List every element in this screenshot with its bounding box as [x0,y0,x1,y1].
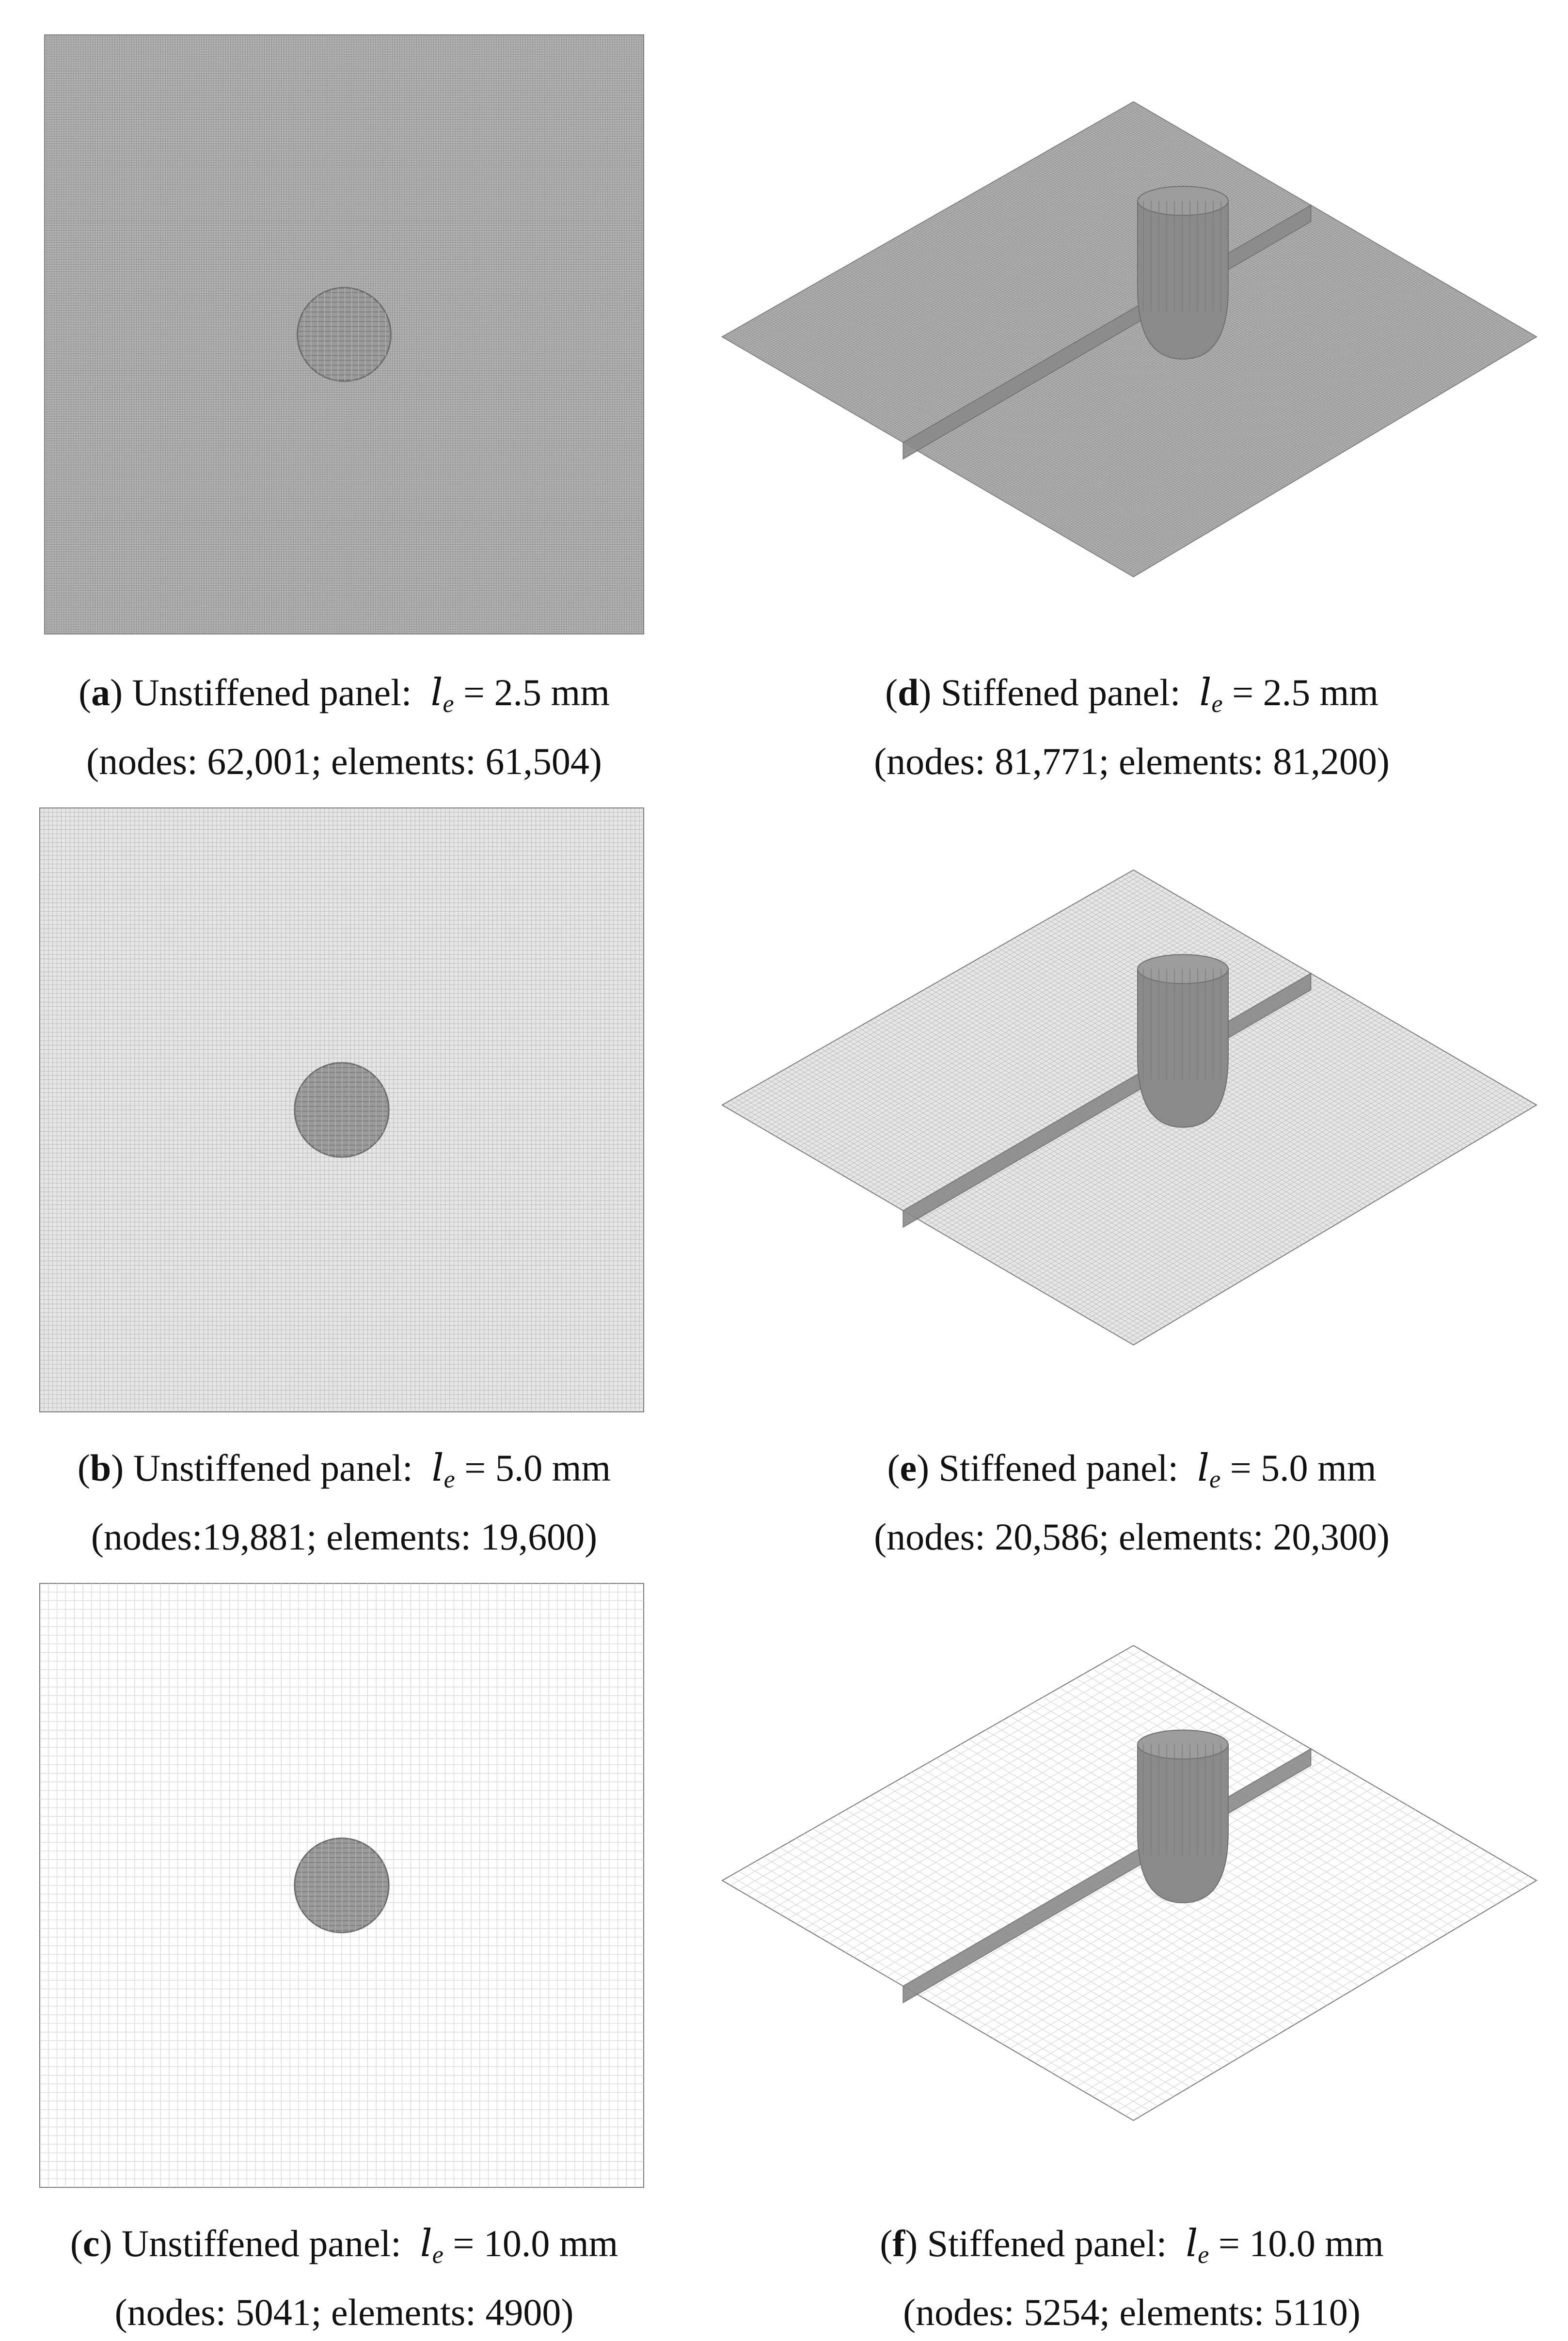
unstiffened-mesh-c [34,1578,649,2193]
caption-b-line1: (b) Unstiffened panel: $l_e = 5.0$ mm [77,1446,611,1493]
caption-b-stats: (nodes:19,881; elements: 19,600) [91,1516,598,1558]
mesh-plot-f [717,1636,1541,2130]
projectile-icon [295,1838,389,1932]
stiffened-mesh-e [717,860,1541,1355]
caption-d-sub: e [1211,690,1223,718]
mesh-plot-b [34,802,649,1418]
caption-b-sub: e [443,1466,455,1493]
caption-d-var: l [1199,671,1212,714]
stiffened-mesh-d [717,92,1541,586]
caption-c-title: Unstiffened panel: [121,2222,401,2264]
caption-e-var: l [1197,1446,1210,1490]
projectile-icon [1138,954,1228,1127]
caption-c-sub: e [432,2241,443,2269]
caption-b-value: = 5.0 mm [464,1447,611,1489]
caption-a [0,664,708,790]
mesh-plot-d [717,92,1541,586]
projectile-icon [1138,1730,1228,1902]
mesh-plot-e [717,860,1541,1355]
caption-c-label: c [82,2222,100,2264]
caption-f-var: l [1186,2222,1198,2265]
caption-f-label: f [892,2222,905,2264]
caption-a-title: Unstiffened panel: [132,671,412,713]
caption-f [768,2215,1495,2341]
caption-a-line1: (a) Unstiffened panel: $l_e = 2.5$ mm [79,671,610,718]
caption-a-var: l [430,671,443,714]
caption-f-sub: e [1198,2241,1209,2269]
caption-d-stats: (nodes: 81,771; elements: 81,200) [874,740,1390,782]
caption-e-stats: (nodes: 20,586; elements: 20,300) [874,1516,1390,1558]
mesh-plot-a [39,29,649,640]
caption-b-title: Unstiffened panel: [133,1447,413,1489]
caption-e-title: Stiffened panel: [938,1447,1179,1489]
caption-a-label: a [91,671,111,713]
caption-d-value: = 2.5 mm [1232,671,1378,713]
mesh-plot-c [34,1578,649,2193]
caption-e-label: e [900,1447,917,1489]
caption-f-title: Stiffened panel: [927,2222,1167,2264]
caption-b [0,1439,708,1566]
caption-d-label: d [898,671,919,713]
caption-d-line1: (d) Stiffened panel: $l_e = 2.5$ mm [885,671,1378,718]
caption-a-value: = 2.5 mm [463,671,610,713]
projectile-icon [298,288,391,381]
caption-f-line1: (f) Stiffened panel: $l_e = 10.0$ mm [880,2222,1384,2269]
caption-e-line1: (e) Stiffened panel: $l_e = 5.0$ mm [887,1446,1377,1493]
caption-c-value: = 10.0 mm [453,2222,618,2264]
projectile-icon [295,1063,389,1157]
projectile-icon [1138,186,1228,359]
stiffened-mesh-f [717,1636,1541,2130]
caption-f-value: = 10.0 mm [1218,2222,1384,2264]
caption-f-stats: (nodes: 5254; elements: 5110) [903,2291,1361,2333]
caption-c [0,2215,708,2341]
caption-c-stats: (nodes: 5041; elements: 4900) [114,2291,574,2333]
caption-e [768,1439,1495,1566]
caption-d [768,664,1495,790]
caption-e-value: = 5.0 mm [1230,1447,1377,1489]
caption-e-sub: e [1209,1466,1221,1493]
projectile-outline [298,288,391,381]
unstiffened-mesh-a [39,29,649,640]
caption-d-title: Stiffened panel: [940,671,1181,713]
caption-b-var: l [431,1446,444,1490]
caption-b-label: b [90,1447,111,1489]
caption-a-stats: (nodes: 62,001; elements: 61,504) [86,740,602,782]
caption-c-var: l [420,2222,432,2265]
caption-c-line1: (c) Unstiffened panel: $l_e = 10.0$ mm [70,2222,618,2269]
caption-a-sub: e [443,690,454,718]
unstiffened-mesh-b [34,802,649,1418]
